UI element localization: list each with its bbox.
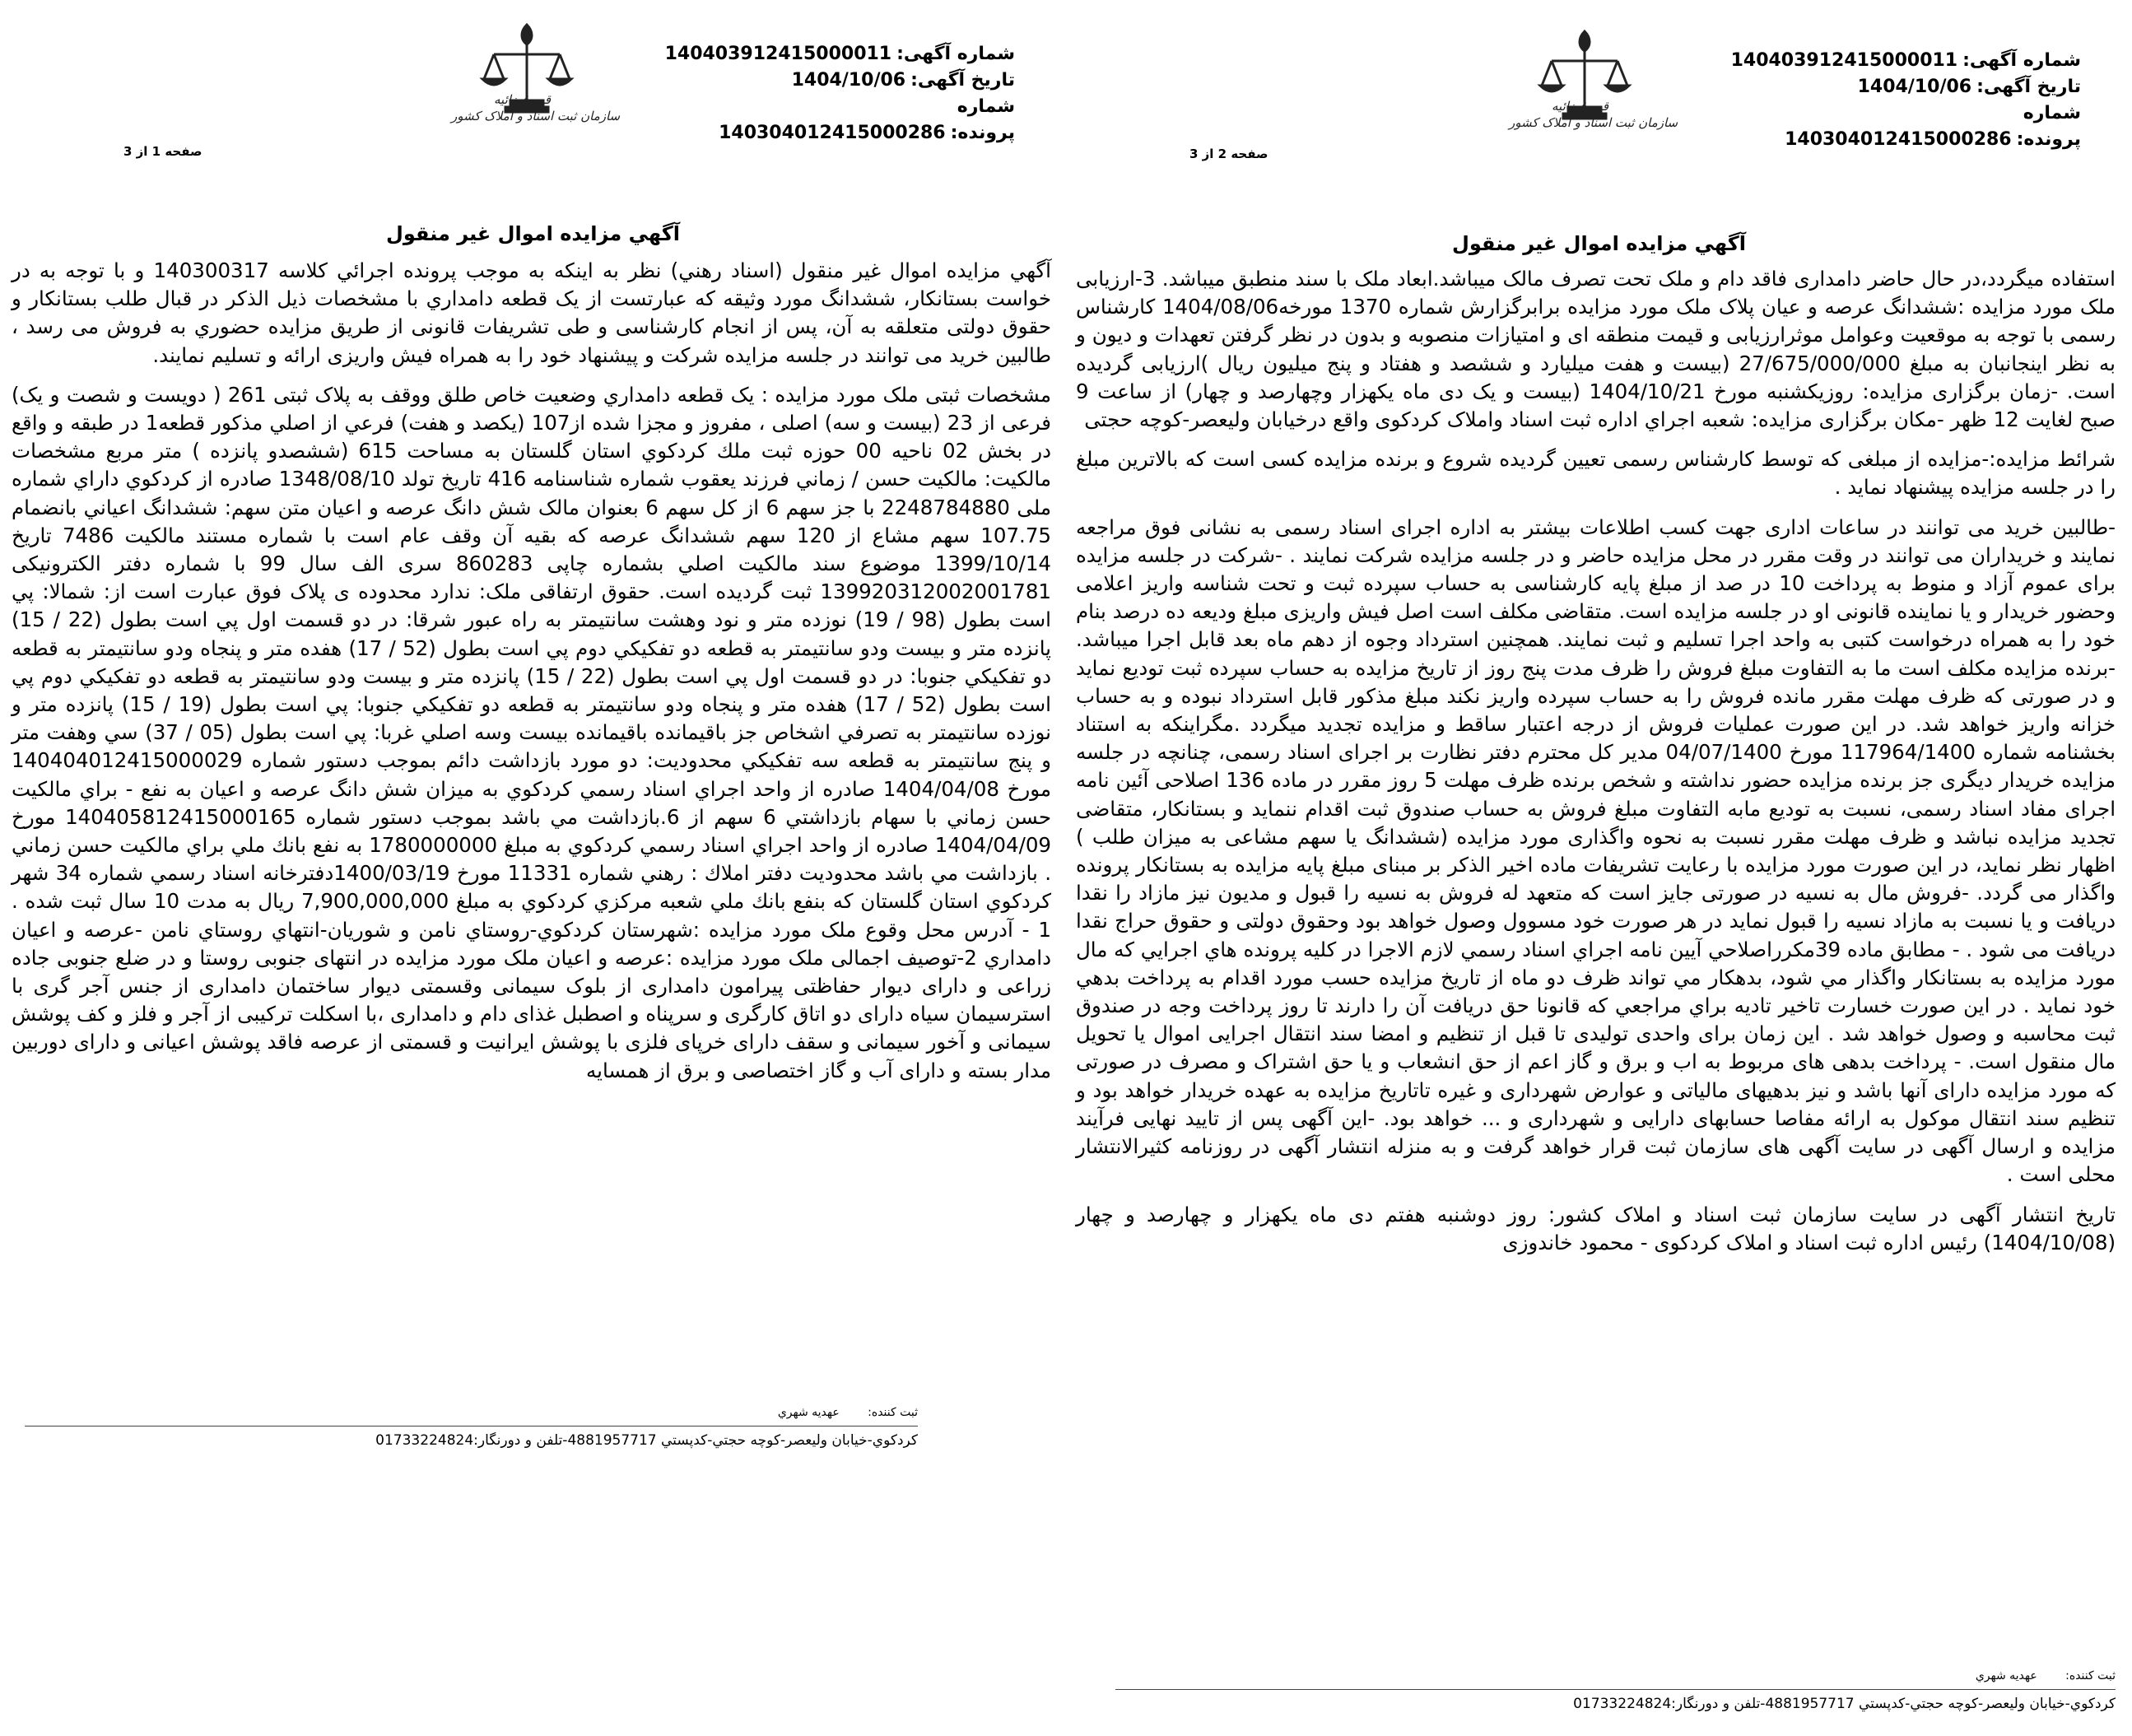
terms-paragraph: -طالبين خريد می توانند در ساعات اداری جهت کسب اطلاعات بيشتر به اداره اجرای اسناد رسمی به نشانی فوق مراجعه نمايند و خريداران می توانند در وقت مقرر در محل مزايده حاضر و در جلسه مزايده شرکت نمايند . -شرکت در جلسه مزايده برای عموم آزاد و منوط به پرداخت 10 در صد از مبلغ پايه کارشناسی به حساب سپرده ثبت و تحت شناسه واريز اعلامی وحضور خريدار و يا نماينده قانونی او در جلسه مزايده است. متقاضی مکلف است اصل فيش واريزی مبلغ وديعه ده درصد بنام خود را به همراه درخواست کتبی به واحد اجرا تسليم و ثبت نمايند. همچنين استرداد وجوه از دهم ماه بعد قابل اجرا ميباشد. -برنده مزايده مکلف است ما به التفاوت مبلغ فروش را ظرف مدت پنج روز از تاريخ مزايده به حساب سپرده ثبت توديع نمايد و در صورتی که ظرف مهلت مقرر مانده فروش را به حساب سپرده واريز نکند مبلغ مذکور قابل استرداد نبوده و به حساب خزانه واريز خواهد شد. در اين صورت عمليات فروش از درجه اعتبار ساقط و مزايده تجديد ميگردد .مگراينکه به استناد بخشنامه شماره 117964/1400 مورخ 04/07/1400 مدير کل محترم دفتر نظارت بر اجرای اسناد رسمی، چنانچه در جلسه مزايده خريدار ديگری جز برنده مزايده حضور نداشته و شخص برنده ظرف مهلت 5 روز مقرر در ماده 136 اصلاحی آئين نامه اجرای مفاد اسناد رسمی، نسبت به توديع مابه التفاوت مبلغ فروش به حساب صندوق ثبت اقدام ننمايد و بستانکار، متقاضی تجديد مزايده نباشد و ظرف مهلت مقرر نسبت به نحوه واگذاری مورد مزايده (ششدانگ يا سهم مشاعی به ميزان طلب ) اظهار نظر نمايد، در اين صورت مورد مزايده با رعايت تشريفات ماده اخير الذکر بر مبنای مبلغ پايه مزايده به بستانکار پرونده واگذار می گردد. -فروش مال به نسيه در صورتی جايز است که متعهد له فروش به نسيه را قبول و مديون نيز مازاد را نقدا دريافت و يا نسبت به مازاد نسيه را قبول نمايد در هر صورت خود مسوول وصول خواهد بود وحقوق دولتی و حقوق حراج نقدا دريافت می شود . - مطابق ماده 39مكرراصلاحي آيين نامه اجراي اسناد رسمي لازم الاجرا در كليه پرونده هاي اجرايي كه مال مورد مزايده به بستانكار واگذار مي شود، بدهكار مي تواند ظرف دو ماه از تاريخ مزايده حسب مورد اقدام به پرداخت بدهي خود نمايد . در اين صورت خسارت تاخير تاديه براي مراجعي كه قانونا حق دريافت آن را دارند تا روز پرداخت وجه در صندوق ثبت محاسبه و وصول خواهد شد . اين زمان برای واحدی توليدی تا قبل از تنظيم و امضا سند انتقال اجرايی اموال يا تحويل مال منقول است. - پرداخت بدهی های مربوط به اب و برق و گاز اعم از حق انشعاب و يا حق اشتراک و مصرف در صورتی که مورد مزايده دارای آنها باشد و نيز بدهيهای مالياتی و عوارض شهرداری و غيره تاتاريخ مزايده به عهده خريدار خواهد بود و تنظيم سند انتقال موکول به ارائه مفاصا حسابهای دارايی و شهرداری و ... خواهد بود. -اين آگهی پس از تاييد نهايی فرآيند مزايده و ارسال آگهی در سايت آگهی های سازمان ثبت قرار خواهد گرفت و به منزله انتشار آگهی در روزنامه کثيرالانتشار محلی است . — [1076, 514, 2116, 1187]
divider — [1115, 1689, 2116, 1690]
notice-number: 140403912415000011 — [664, 44, 892, 64]
valuation-paragraph: استفاده ميگردد،در حال حاضر دامداری فاقد دام و ملک تحت تصرف مالک ميباشد.ابعاد ملک با سند منطبق ميباشد. 3-ارزيابی ملک مورد مزايده :ششدانگ عرصه و عيان پلاک ملک مورد مزايده برابرگزارش شماره 1370 مورخه1404/08/06 کارشناس رسمی با توجه به موقعيت وعوامل موثرارزيابی و قيمت منطقه ای و امتيازات منصوبه و بدون در نظر گرفتن تعهدات و ديون و به نظر اينجانبان به مبلغ 27/675/000/000 (بيست و هفت ميليارد و ششصد و هفتاد و پنج ميليون ريال )ارزيابی گرديده است. -زمان برگزاری مزايده: روزيکشنبه مورخ 1404/10/21 (بيست و يک دی ماه يکهزار وچهارصد و چهار) از ساعت 9 صبح لغايت 12 ظهر -مکان برگزاری مزايده: شعبه اجراي اداره ثبت اسناد واملاک کردکوی واقع درخيابان وليعصر-کوچه حجتی — [1076, 267, 2116, 432]
notice-date: 1404/10/06 — [791, 70, 906, 91]
office-address: كردكوي-خيابان وليعصر-كوچه حجتي-كدپستي 4881957717-تلفن و دورنگار:01733224824 — [1573, 1696, 2116, 1712]
notice-number-row: شماره آگهی:140403912415000011 — [1730, 50, 2081, 71]
signer: ثبت كننده: عهديه شهري — [777, 1406, 918, 1419]
property-specs-paragraph: مشخصات ثبتی ملک مورد مزايده : يک قطعه دامداري وضعيت خاص طلق ووقف به پلاک ثبتی 261 ( دويست و شصت و يک) فرعی از 23 (بيست و سه) اصلی ، مفروز و مجزا شده از107 (يکصد و هفت) فرعي از اصلي مذکور قطعه1 در طبقه و واقع در بخش 02 ناحيه 00 حوزه ثبت ملك كردكوي استان گلستان به مساحت 615 (ششصدو پانزده ) متر مربع مشخصات مالكيت: مالکيت حسن / زماني فرزند يعقوب شماره شناسنامه 416 تاريخ تولد 1348/08/10 صادره از كردكوي داراي شماره ملی 2248784880 با جز سهم 6 از کل سهم 6 بعنوان مالک شش دانگ عرصه و اعيان متن سهم: ششدانگ اعياني بانضمام 107.75 سهم مشاع از 120 سهم ششدانگ عرصه که بقيه آن وقف عام است با شماره مستند مالکيت 7486 تاريخ 1399/10/14 موضوع سند مالکيت اصلي بشماره چاپی 860283 سری الف سال 99 با شماره دفتر الكترونيكی 139920312002001781 ثبت گرديده است. حقوق ارتفاقی ملک: ندارد محدوده ی پلاک فوق عبارت است از: شمالا: پي است بطول (98 / 19) نوزده متر و نود وهشت سانتيمتر به راه عبور شرقا: در دو قسمت اول پي است بطول (22 / 15) پانزده متر و بيست ودو سانتيمتر به قطعه دو تفکيکي دوم پي است بطول (52 / 17) هفده متر و پنجاه ودو سانتيمتر به قطعه دو تفکيکي جنوبا: در دو قسمت اول پي است بطول (22 / 15) پانزده متر و بيست ودو سانتيمتر به قطعه دو تفکيکي دوم پي است بطول (52 / 17) هفده متر و پنجاه ودو سانتيمتر به قطعه دو تفکيکي جنوبا: پي است بطول (19 / 15) پانزده متر و نوزده سانتيمتر به تصرفي اشخاص جز باقيمانده باقيمانده بيست وسه اصلي غربا: پي است بطول (05 / 37) سي وهفت متر و پنج سانتيمتر به قطعه سه تفکيکي محدوديت: دو مورد بازداشت دائم بموجب دستور شماره 140404012415000029 مورخ 1404/04/08 صادره از واحد اجراي اسناد رسمي كردكوي به ميزان شش دانگ عرصه و اعيان به نفع - براي مالکيت حسن زماني با سهام بازداشتي 6 سهم از 6.بازداشت مي باشد بموجب دستور شماره 140405812415000165 مورخ 1404/04/09 صادره از واحد اجراي اسناد رسمي كردكوي به مبلغ 1780000000 به نفع بانك ملي براي مالکيت حسن زماني . بازداشت مي باشد محدوديت دفتر املاك : رهني شماره 11331 مورخ 1400/03/19دفترخانه اسناد رسمي شماره 34 شهر كردكوي استان گلستان كه بنفع بانك ملي شعبه مركزي كردكوي به مبلغ 7,900,000,000 ريال به مدت 10 سال ثبت شده . 1 - آدرس محل وقوع ملک مورد مزايده :شهرستان کردکوي-روستاي نامن و شوريان-انتهاي روستاي نامن -عرصه و اعيان دامداري 2-توصيف اجمالی ملک مورد مزايده :عرصه و اعيان ملک مورد مزايده در انتهای جنوبی روستا و در ضلع جنوبی جاده زراعی و دارای ديوار حفاظتی پيرامون دامداری از بلوک سيمانی وقسمتی ديوار ساختمان دامداری از جنس آجر گری با استرسيمان سياه دارای دو اتاق کارگری و سرپناه و اصطبل غذای دام و دامداری ،با اسکلت ترکيبی از آجر و فلز و کف پوشش سيمانی و آخور سيمانی و سقف دارای خرپای فلزی با پوشش ايرانيت و قسمتی از عرصه فاقد پوشش اعيانی و دارای دوربين مدار بسته و دارای آب و گاز اختصاصی و برق از همسايه — [12, 382, 1052, 1082]
judiciary-label: قوه قضائیه — [494, 92, 552, 107]
notice-date: 1404/10/06 — [1857, 77, 1972, 97]
notice-body — [12, 257, 1051, 1096]
notice-date-row: تاریخ آگهی:1404/10/06 — [1857, 77, 2081, 97]
page-number: صفحه 2 از 3 — [1189, 147, 1268, 161]
page-title: آگهي مزايده اموال غير منقول — [386, 222, 680, 245]
page-2 — [1066, 0, 2132, 1736]
notice-body — [1076, 265, 2116, 1268]
signer-name: عهديه شهري — [777, 1406, 840, 1419]
judiciary-label: قوه قضائیه — [1552, 99, 1609, 114]
case-number-row: شماره پرونده:140304012415000286 — [719, 96, 1015, 143]
notice-number-row: شماره آگهی:140403912415000011 — [664, 44, 1015, 64]
intro-paragraph: آگهي مزايده اموال غير منقول (اسناد رهني) نظر به اينکه به موجب پرونده اجرائي کلاسه 140300317 و با توجه به در خواست بستانکار، ششدانگ مورد وثيقه که عبارتست از يک قطعه دامداري با مشخصات ذيل الذکر در قبال طلب بستانکار و حقوق دولتی متعلقه به آن، پس از انجام کارشناسی و طی تشريفات قانونی از طريق مزايده حضوري به فروش می رسد ، طالبين خريد می توانند در جلسه مزايده شرکت و پيشنهاد خود را به همراه فيش واريزی ارائه و تسليم نمايند. — [12, 258, 1051, 367]
signer: ثبت كننده: عهديه شهري — [1975, 1669, 2116, 1682]
org-name: سازمان ثبت اسناد و املاک کشور — [1509, 115, 1678, 130]
case-number-row: شماره پرونده:140304012415000286 — [1785, 103, 2081, 150]
case-number: 140304012415000286 — [719, 123, 946, 143]
office-address: كردكوي-خيابان وليعصر-كوچه حجتي-كدپستي 4881957717-تلفن و دورنگار:01733224824 — [375, 1432, 918, 1449]
page-title: آگهي مزايده اموال غير منقول — [1452, 232, 1746, 255]
case-number: 140304012415000286 — [1785, 129, 2012, 150]
notice-date-row: تاریخ آگهی:1404/10/06 — [791, 70, 1015, 91]
signer-name: عهديه شهري — [1975, 1669, 2037, 1682]
notice-number: 140403912415000011 — [1730, 50, 1958, 71]
publication-paragraph: تاريخ انتشار آگهی در سايت سازمان ثبت اسناد و املاک کشور: روز دوشنبه هفتم دی ماه يکهزار و چهارصد و چهار (1404/10/08) رئيس اداره ثبت اسناد و املاک کردکوی - محمود خاندوزی — [1076, 1202, 2116, 1254]
conditions-paragraph: شرائط مزايده:-مزايده از مبلغی که توسط کارشناس رسمی تعيين گرديده شروع و برنده مزايده کسی است که بالاترين مبلغ را در جلسه مزايده پيشنهاد نمايد . — [1076, 447, 2116, 500]
notice-meta — [661, 41, 1015, 147]
org-name: سازمان ثبت اسناد و املاک کشور — [451, 109, 621, 123]
notice-meta — [1727, 48, 2081, 153]
page-number: صفحه 1 از 3 — [123, 144, 202, 159]
